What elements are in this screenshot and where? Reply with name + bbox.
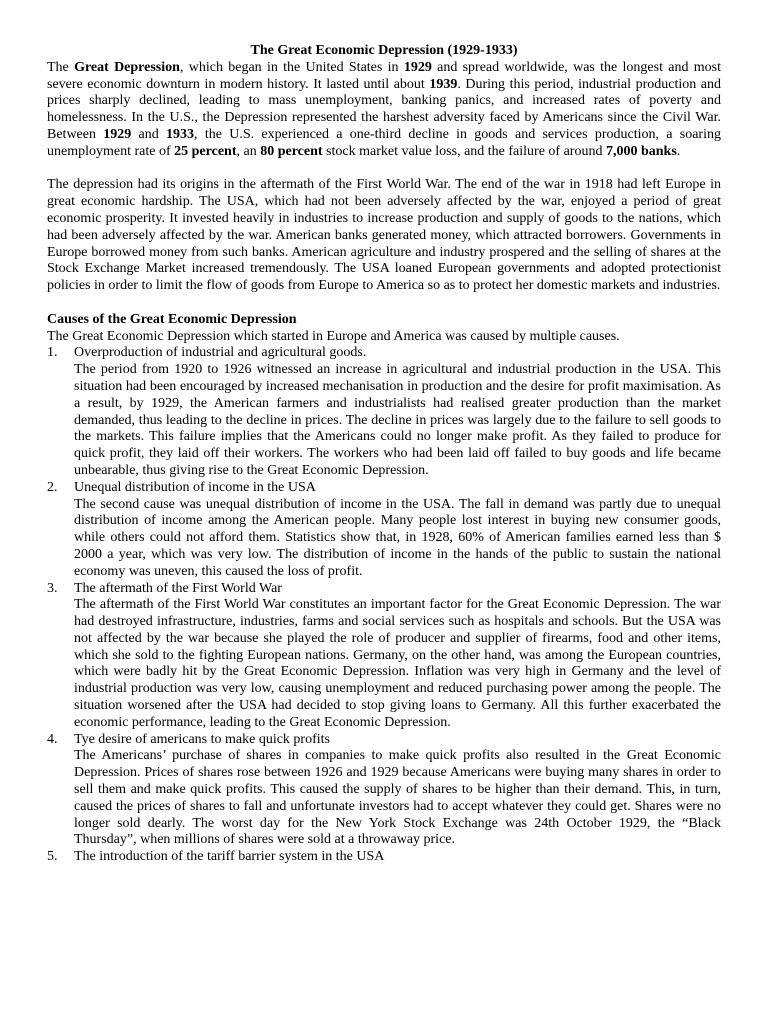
cause-number: 3.	[47, 580, 58, 596]
intro-paragraph: The Great Depression, which began in the United States in 1929 and spread worldwide, was the longest and most severe economic downturn in modern history. It lasted until about 1939. During this period, industrial production and prices sharply declined, leading to mass unemployment, banking panics, and increased rates of poverty and homelessness. In the U.S., the Depression represented the harshest adversity faced by Americans since the Civil War. Between 1929 and 1933, the U.S. experienced a one-third decline in goods and services production, a soaring unemployment rate of 25 percent, an 80 percent stock market value loss, and the failure of around 7,000 banks.	[47, 59, 721, 159]
cause-body: The period from 1920 to 1926 witnessed an increase in agricultural and industrial production in the USA. This situation had been encouraged by increased mechanisation in production and the desire for profit maximisation. As a result, by 1929, the American farmers and industrialists had realised greater production than the market demanded, thus leading to the decline in prices. The decline in prices was largely due to the failure to sell goods to the markets. This failure implies that the Americans could no longer make profit. As they failed to produce for quick profit, they laid off their workers. The workers who had been laid off failed to buy goods and life became unbearable, thus giving rise to the Great Economic Depression.	[74, 362, 721, 478]
cause-title: Unequal distribution of income in the USA	[74, 479, 316, 495]
cause-title: The introduction of the tariff barrier system in the USA	[74, 849, 385, 865]
cause-body: The Americans’ purchase of shares in companies to make quick profits also resulted in the Great Economic Depression. Prices of shares rose between 1926 and 1929 because Americans were buying many shares in order to sell them and make quick profits. This caused the supply of shares to be higher than their demand. This, in turn, caused the prices of shares to fall and unfortunate investors had to accept whatever they could get. Shares were no longer sold dearly. The worst day for the New York Stock Exchange was 24th October 1929, the “Black Thursday”, when millions of shares were sold at a throwaway price.	[74, 748, 721, 848]
cause-title: Tye desire of americans to make quick profits	[74, 731, 330, 747]
cause-body: The aftermath of the First World War constitutes an important factor for the Great Economic Depression. The war had destroyed infrastructure, industries, farms and social services such as hospitals and schools. But the USA was not affected by the war because she played the role of producer and supplier of firearms, food and other items, which she sold to the fighting European nations. Germany, on the other hand, was among the European countries, which were badly hit by the Great Economic Depression. Inflation was very high in Germany and the level of industrial production was very low, causing unemployment and reduced purchasing power among the people. The situation worsened after the USA had decided to stop giving loans to Germany. All this further exacerbated the economic performance, leading to the Great Economic Depression.	[74, 597, 721, 730]
causes-list	[47, 345, 721, 866]
document-title: The Great Economic Depression (1929-1933)	[250, 43, 518, 58]
origins-paragraph: The depression had its origins in the aftermath of the First World War. The end of the war in 1918 had left Europe in great economic hardship. The USA, which had not been adversely affected by the war, enjoyed a period of great economic prosperity. It invested heavily in industries to increase production and supply of goods to the nations, which had been adversely affected by the war. American banks generated money, which attracted borrowers. Governments in Europe borrowed money from such banks. American agriculture and industry prospered and the selling of shares at the Stock Exchange Market increased tremendously. The USA loaned European governments and adopted protectionist policies in order to limit the flow of goods from Europe to America so as to protect her domestic markets and industries.	[47, 177, 721, 294]
cause-item	[47, 581, 721, 732]
cause-number: 5.	[47, 849, 58, 865]
cause-number: 1.	[47, 345, 58, 361]
cause-item	[47, 480, 721, 581]
cause-item	[47, 345, 721, 479]
causes-heading: Causes of the Great Economic Depression	[47, 311, 297, 327]
paragraph-spacer	[47, 295, 721, 312]
cause-number: 4.	[47, 731, 58, 747]
cause-body: The second cause was unequal distribution of income in the USA. The fall in demand was partly due to unequal distribution of income among the American people. Many people lost interest in buying new consumer goods, while others could not afford them. Statistics show that, in 1928, 60% of American families earned less than $ 2000 a year, which was very low. The distribution of income in the hands of the public to sustain the national economy was uneven, this caused the loss of profit.	[74, 496, 721, 579]
paragraph-spacer	[47, 161, 721, 178]
cause-title: Overproduction of industrial and agricultural goods.	[74, 345, 367, 361]
cause-number: 2.	[47, 479, 58, 495]
cause-item	[47, 732, 721, 850]
cause-item	[47, 849, 721, 866]
causes-intro: The Great Economic Depression which started in Europe and America was caused by multiple causes.	[47, 328, 620, 344]
cause-title: The aftermath of the First World War	[74, 580, 282, 596]
